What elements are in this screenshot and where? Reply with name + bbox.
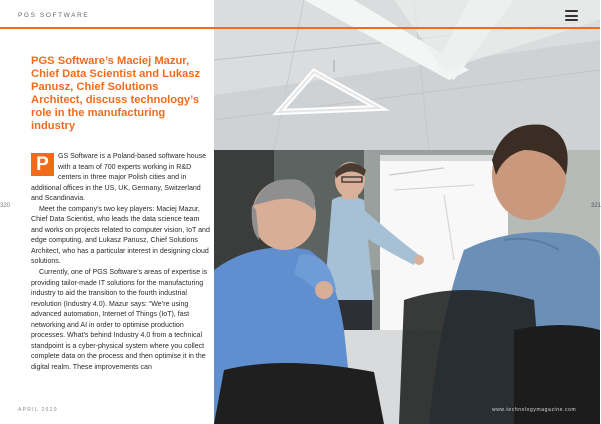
- page-number-right: 321: [591, 203, 601, 209]
- article-headline: PGS Software’s Maciej Mazur, Chief Data Scientist and Lukasz Panusz, Chief Solutions Architect, discuss technology’s role in the manufacturing industry: [31, 55, 201, 132]
- paragraph-1-text: GS Software is a Poland-based software house with a team of 700 experts working in R&D centers in three major Polish cities and in additional offices in the US, UK, Germany, Switzerland and Scandinavia.: [31, 153, 207, 203]
- meeting-photo-illustration: [214, 0, 600, 424]
- menu-bar-middle: [565, 15, 578, 17]
- menu-bar-top: [565, 10, 578, 12]
- article-paragraph-2: Meet the company’s two key players: Maciej Mazur, Chief Data Scientist, who leads the data science team and works on projects related to computer vision, IoT and edge computing, and Lukasz Panusz, Chief Solutions Architect, who has a particular interest in designing cloud solutions.: [31, 205, 210, 266]
- menu-bar-bottom: [565, 19, 578, 21]
- header-rule-right: [214, 27, 600, 29]
- footer-website[interactable]: www.technologymagazine.com: [492, 407, 577, 413]
- brand-name: PGS SOFTWARE: [18, 12, 90, 19]
- article-body: [31, 152, 211, 373]
- meeting-photo: [214, 0, 600, 424]
- page-number-left: 320: [0, 203, 11, 209]
- dropcap-letter: P: [31, 153, 54, 176]
- article-paragraph-1: [31, 152, 211, 205]
- article-paragraph-3: Currently, one of PGS Software’s areas of expertise is providing tailor-made IT solutions for the manufacturing industry to aid the transition to the fourth industrial revolution (Industry 4.0). Mazur says: “We’re using advanced automation, Internet of Things (IoT), fast networking and AI in order to optimise production processes. What’s behind Industry 4.0 from a technical standpoint is a cyber-physical system where you collect complete data on the process and then optimise it in the digital realm. These improvements can: [31, 269, 208, 371]
- footer-issue-date: APRIL 2020: [18, 407, 58, 413]
- header-rule-left: [0, 27, 214, 29]
- hamburger-menu-icon[interactable]: [565, 10, 578, 21]
- article-text-page: [0, 0, 214, 424]
